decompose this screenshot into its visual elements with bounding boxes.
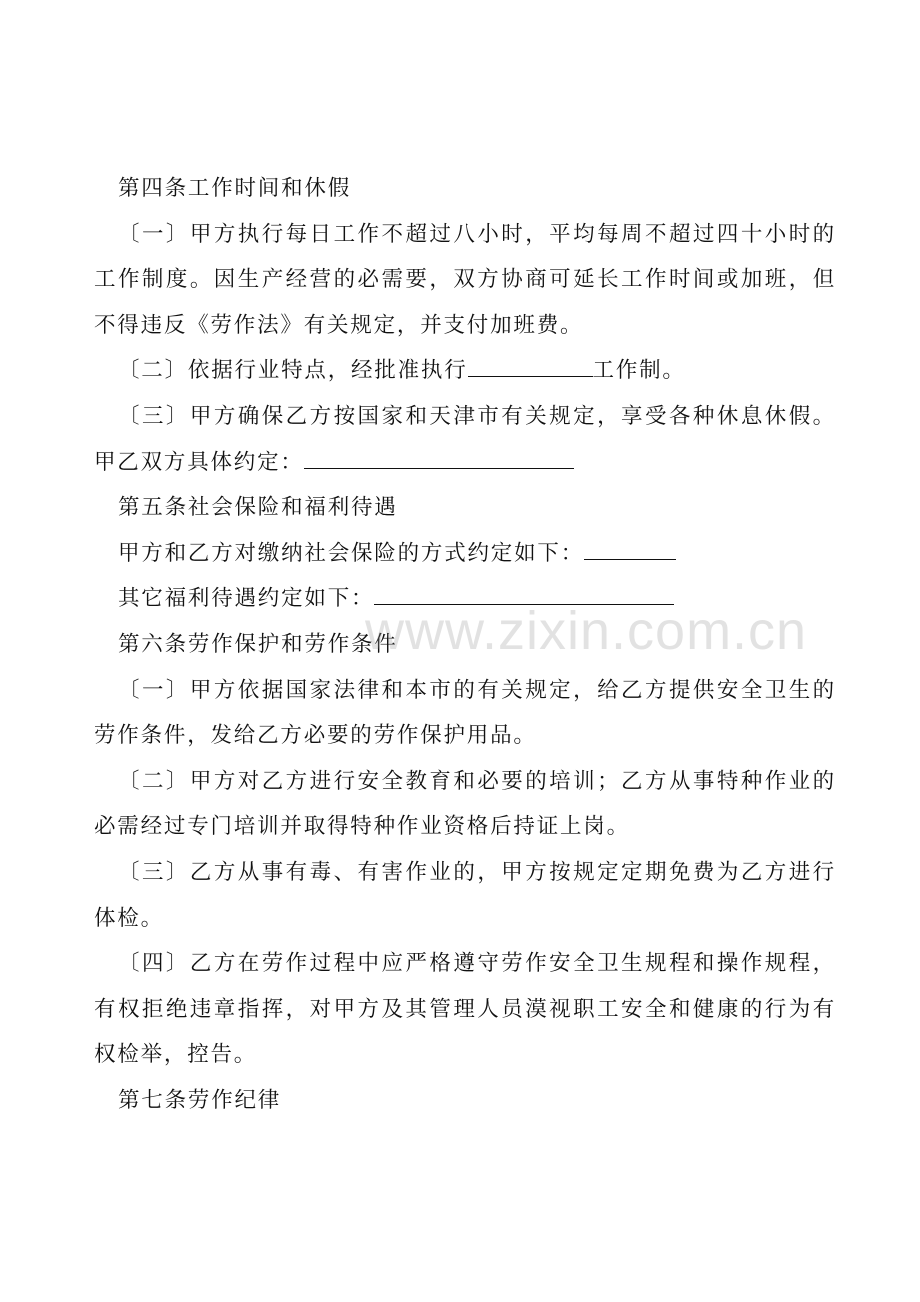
section-heading-5 xyxy=(94,485,836,531)
paragraph-text: 第六条劳作保护和劳作条件 xyxy=(118,631,398,657)
paragraph-text: 〔二〕甲方对乙方进行安全教育和必要的培训；乙方从事特种作业的必需经过专门培训并取得特种作业资格后持证上岗。 xyxy=(94,768,836,840)
paragraph-text: 第七条劳作纪律 xyxy=(118,1087,282,1113)
paragraph-text: 〔一〕甲方执行每日工作不超过八小时，平均每周不超过四十小时的工作制度。因生产经营的必需要，双方协商可延长工作时间或加班，但不得违反《劳作法》有关规定，并支付加班费。 xyxy=(94,221,836,338)
paragraph-text: 甲方和乙方对缴纳社会保险的方式约定如下： xyxy=(118,540,585,566)
clause-5-welfare xyxy=(94,576,836,622)
clause-6-2 xyxy=(94,759,836,850)
fill-in-blank[interactable] xyxy=(584,539,676,560)
paragraph-text: 〔四〕乙方在劳作过程中应严格遵守劳作安全卫生规程和操作规程，有权拒绝违章指挥，对甲方及其管理人员漠视职工安全和健康的行为有权检举，控告。 xyxy=(94,951,836,1068)
paragraph-text: 〔三〕乙方从事有毒、有害作业的，甲方按规定定期免费为乙方进行体检。 xyxy=(94,859,836,931)
clause-4-1 xyxy=(94,212,836,349)
watermark: www.zixin.com.cn xyxy=(365,601,808,661)
clause-6-4 xyxy=(94,941,836,1078)
clause-6-1 xyxy=(94,668,836,759)
section-heading-7 xyxy=(94,1078,836,1124)
paragraph-text: 〔三〕甲方确保乙方按国家和天津市有关规定，享受各种休息休假。甲乙双方具体约定： xyxy=(94,403,836,475)
fill-in-blank[interactable] xyxy=(468,356,593,377)
clause-5-insurance xyxy=(94,531,836,577)
section-heading-6 xyxy=(94,622,836,668)
fill-in-blank[interactable] xyxy=(304,448,574,469)
paragraph-text: 第五条社会保险和福利待遇 xyxy=(118,495,398,521)
section-heading-4 xyxy=(94,166,836,212)
clause-4-3 xyxy=(94,394,836,485)
clause-6-3 xyxy=(94,850,836,941)
clause-4-2 xyxy=(94,348,836,394)
paragraph-text: 其它福利待遇约定如下： xyxy=(118,586,375,612)
paragraph-text: 〔一〕甲方依据国家法律和本市的有关规定，给乙方提供安全卫生的劳作条件，发给乙方必要的劳作保护用品。 xyxy=(94,677,836,749)
fill-in-blank[interactable] xyxy=(374,584,674,605)
paragraph-text: 〔二〕依据行业特点，经批准执行 xyxy=(118,358,468,384)
paragraph-text: 工作制。 xyxy=(592,358,686,384)
document-body xyxy=(94,166,836,1123)
paragraph-text: 第四条工作时间和休假 xyxy=(118,176,352,201)
